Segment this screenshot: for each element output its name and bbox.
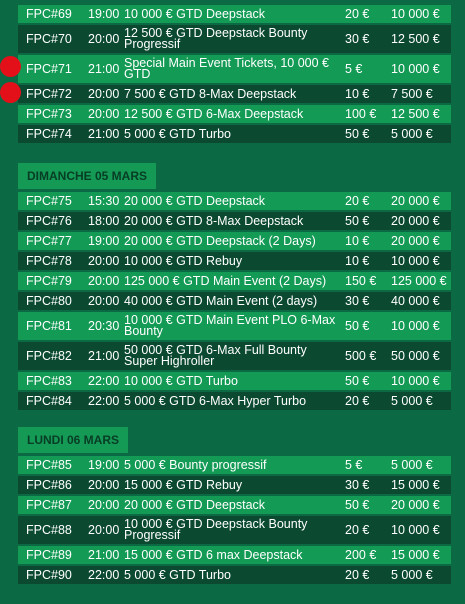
buy-in: 5 €	[341, 456, 387, 474]
table-row	[18, 105, 451, 123]
start-time: 20:00	[84, 476, 120, 494]
buy-in: 50 €	[341, 312, 387, 340]
tournament-code: FPC#79	[18, 272, 84, 290]
event-name: 5 000 € Bounty progressif	[120, 456, 341, 474]
buy-in: 20 €	[341, 192, 387, 210]
table-row	[18, 232, 451, 250]
guarantee: 12 500 €	[387, 25, 451, 53]
tournament-code: FPC#90	[18, 566, 84, 584]
start-time: 20:00	[84, 516, 120, 544]
guarantee: 15 000 €	[387, 476, 451, 494]
tournament-code: FPC#72	[18, 85, 84, 103]
table-row	[18, 55, 451, 83]
tournament-code: FPC#73	[18, 105, 84, 123]
table-row	[18, 516, 451, 544]
start-time: 18:00	[84, 212, 120, 230]
guarantee: 15 000 €	[387, 546, 451, 564]
guarantee: 10 000 €	[387, 55, 451, 83]
start-time: 20:00	[84, 105, 120, 123]
event-name: 40 000 € GTD Main Event (2 days)	[120, 292, 341, 310]
guarantee: 5 000 €	[387, 566, 451, 584]
start-time: 21:00	[84, 342, 120, 370]
day-heading-dimanche: DIMANCHE 05 MARS	[18, 163, 156, 189]
guarantee: 20 000 €	[387, 496, 451, 514]
table-row	[18, 212, 451, 230]
start-time: 19:00	[84, 456, 120, 474]
event-name: 15 000 € GTD 6 max Deepstack	[120, 546, 341, 564]
start-time: 20:00	[84, 25, 120, 53]
guarantee: 125 000 €	[387, 272, 451, 290]
guarantee: 20 000 €	[387, 212, 451, 230]
start-time: 20:00	[84, 292, 120, 310]
tournament-code: FPC#86	[18, 476, 84, 494]
tournament-code: FPC#75	[18, 192, 84, 210]
tournament-code: FPC#78	[18, 252, 84, 270]
start-time: 15:30	[84, 192, 120, 210]
table-row	[18, 192, 451, 210]
event-name: 5 000 € GTD 6-Max Hyper Turbo	[120, 392, 341, 410]
buy-in: 50 €	[341, 125, 387, 143]
tournament-code: FPC#80	[18, 292, 84, 310]
start-time: 21:00	[84, 546, 120, 564]
buy-in: 100 €	[341, 105, 387, 123]
red-marker-dot	[0, 82, 21, 103]
event-name: 50 000 € GTD 6-Max Full Bounty Super Highroller	[120, 342, 341, 370]
buy-in: 50 €	[341, 212, 387, 230]
start-time: 19:00	[84, 232, 120, 250]
guarantee: 5 000 €	[387, 456, 451, 474]
guarantee: 10 000 €	[387, 252, 451, 270]
buy-in: 500 €	[341, 342, 387, 370]
tournament-code: FPC#85	[18, 456, 84, 474]
buy-in: 20 €	[341, 392, 387, 410]
guarantee: 20 000 €	[387, 232, 451, 250]
event-name: 15 000 € GTD Rebuy	[120, 476, 341, 494]
guarantee: 10 000 €	[387, 372, 451, 390]
buy-in: 20 €	[341, 516, 387, 544]
start-time: 20:30	[84, 312, 120, 340]
buy-in: 10 €	[341, 85, 387, 103]
table-row	[18, 252, 451, 270]
start-time: 22:00	[84, 566, 120, 584]
tournament-code: FPC#87	[18, 496, 84, 514]
event-name: 20 000 € GTD Deepstack	[120, 192, 341, 210]
table-row	[18, 546, 451, 564]
schedule-table-2	[18, 190, 451, 412]
start-time: 21:00	[84, 125, 120, 143]
start-time: 21:00	[84, 55, 120, 83]
table-row	[18, 392, 451, 410]
table-row	[18, 456, 451, 474]
table-row	[18, 125, 451, 143]
event-name: 20 000 € GTD Deepstack	[120, 496, 341, 514]
buy-in: 10 €	[341, 232, 387, 250]
table-row	[18, 312, 451, 340]
schedule-table-3	[18, 454, 451, 586]
buy-in: 50 €	[341, 372, 387, 390]
buy-in: 20 €	[341, 566, 387, 584]
table-row	[18, 85, 451, 103]
red-marker-dot	[0, 56, 21, 77]
event-name: 7 500 € GTD 8-Max Deepstack	[120, 85, 341, 103]
buy-in: 10 €	[341, 252, 387, 270]
event-name: 20 000 € GTD 8-Max Deepstack	[120, 212, 341, 230]
guarantee: 10 000 €	[387, 5, 451, 23]
tournament-code: FPC#83	[18, 372, 84, 390]
event-name: 5 000 € GTD Turbo	[120, 125, 341, 143]
tournament-code: FPC#71	[18, 55, 84, 83]
event-name: Special Main Event Tickets, 10 000 € GTD	[120, 55, 341, 83]
guarantee: 10 000 €	[387, 516, 451, 544]
guarantee: 12 500 €	[387, 105, 451, 123]
tournament-code: FPC#88	[18, 516, 84, 544]
event-name: 125 000 € GTD Main Event (2 Days)	[120, 272, 341, 290]
event-name: 12 500 € GTD 6-Max Deepstack	[120, 105, 341, 123]
table-row	[18, 342, 451, 370]
start-time: 22:00	[84, 392, 120, 410]
day-heading-lundi: LUNDI 06 MARS	[18, 427, 128, 453]
tournament-code: FPC#84	[18, 392, 84, 410]
guarantee: 5 000 €	[387, 125, 451, 143]
buy-in: 200 €	[341, 546, 387, 564]
event-name: 10 000 € GTD Rebuy	[120, 252, 341, 270]
buy-in: 150 €	[341, 272, 387, 290]
buy-in: 20 €	[341, 5, 387, 23]
start-time: 20:00	[84, 496, 120, 514]
buy-in: 30 €	[341, 476, 387, 494]
table-row	[18, 5, 451, 23]
tournament-code: FPC#82	[18, 342, 84, 370]
table-row	[18, 372, 451, 390]
event-name: 12 500 € GTD Deepstack Bounty Progressif	[120, 25, 341, 53]
guarantee: 10 000 €	[387, 312, 451, 340]
tournament-code: FPC#69	[18, 5, 84, 23]
table-row	[18, 25, 451, 53]
start-time: 20:00	[84, 85, 120, 103]
table-row	[18, 566, 451, 584]
start-time: 20:00	[84, 252, 120, 270]
tournament-code: FPC#76	[18, 212, 84, 230]
event-name: 20 000 € GTD Deepstack (2 Days)	[120, 232, 341, 250]
table-row	[18, 272, 451, 290]
guarantee: 50 000 €	[387, 342, 451, 370]
buy-in: 5 €	[341, 55, 387, 83]
event-name: 10 000 € GTD Turbo	[120, 372, 341, 390]
guarantee: 20 000 €	[387, 192, 451, 210]
event-name: 10 000 € GTD Deepstack	[120, 5, 341, 23]
buy-in: 30 €	[341, 292, 387, 310]
guarantee: 5 000 €	[387, 392, 451, 410]
tournament-code: FPC#89	[18, 546, 84, 564]
table-row	[18, 496, 451, 514]
event-name: 5 000 € GTD Turbo	[120, 566, 341, 584]
tournament-code: FPC#70	[18, 25, 84, 53]
schedule-table-1	[18, 3, 451, 145]
buy-in: 50 €	[341, 496, 387, 514]
table-row	[18, 292, 451, 310]
table-row	[18, 476, 451, 494]
tournament-code: FPC#77	[18, 232, 84, 250]
event-name: 10 000 € GTD Main Event PLO 6-Max Bounty	[120, 312, 341, 340]
tournament-code: FPC#74	[18, 125, 84, 143]
tournament-code: FPC#81	[18, 312, 84, 340]
start-time: 19:00	[84, 5, 120, 23]
start-time: 20:00	[84, 272, 120, 290]
event-name: 10 000 € GTD Deepstack Bounty Progressif	[120, 516, 341, 544]
guarantee: 7 500 €	[387, 85, 451, 103]
start-time: 22:00	[84, 372, 120, 390]
guarantee: 40 000 €	[387, 292, 451, 310]
buy-in: 30 €	[341, 25, 387, 53]
